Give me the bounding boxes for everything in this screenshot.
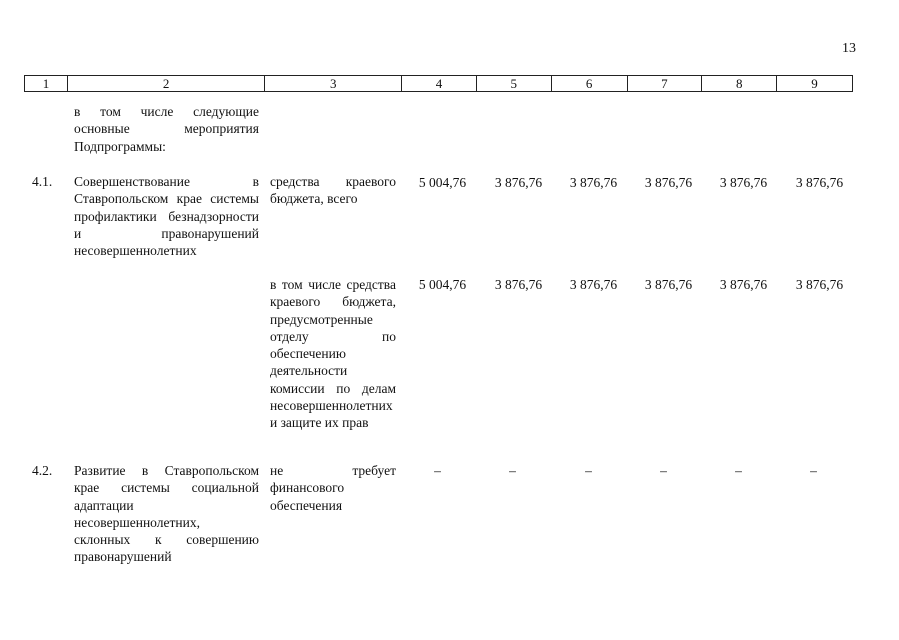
row-4-1-sub-col7: 3 876,76 bbox=[644, 277, 693, 292]
row-4-1-col5: 3 876,76 bbox=[494, 175, 543, 190]
col-header-7: 7 bbox=[628, 76, 703, 91]
row-4-1-number: 4.1. bbox=[32, 174, 53, 189]
col-header-1: 1 bbox=[25, 76, 68, 91]
row-intro-name: в том числе следующие основные мероприятия Подпрограммы: bbox=[74, 104, 259, 154]
row-4-1-source: средства краевого бюджета, всего bbox=[270, 174, 396, 207]
col-header-9: 9 bbox=[811, 76, 818, 91]
col-header-6: 6 bbox=[552, 76, 628, 91]
row-4-2-col8: – bbox=[735, 463, 742, 478]
col-header-8: 8 bbox=[702, 76, 777, 91]
col-header-2: 2 bbox=[68, 76, 266, 91]
row-4-1-col9: 3 876,76 bbox=[795, 175, 844, 190]
row-4-2-number: 4.2. bbox=[32, 463, 53, 478]
row-4-1-col8: 3 876,76 bbox=[719, 175, 768, 190]
row-4-1-sub-col6: 3 876,76 bbox=[569, 277, 618, 292]
row-4-2-name: Развитие в Ставропольском крае системы социальной адаптации несовершеннолетних, склонных к совершению правонарушений bbox=[74, 463, 259, 565]
row-4-2-col4: – bbox=[434, 463, 441, 478]
row-4-2-col9: – bbox=[810, 463, 817, 478]
row-4-1-sub-col9: 3 876,76 bbox=[795, 277, 844, 292]
row-4-2-source: не требует финансового обеспечения bbox=[270, 463, 396, 513]
row-4-1-sub-col4: 5 004,76 bbox=[418, 277, 467, 292]
col-header-4: 4 bbox=[402, 76, 477, 91]
row-4-1-sub-source: в том числе средства краевого бюджета, предусмотренные отделу по обеспечению деятельности комиссии по делам несовершеннолетних и защите их прав bbox=[270, 277, 396, 431]
row-4-1-col6: 3 876,76 bbox=[569, 175, 618, 190]
row-4-1-sub-col8: 3 876,76 bbox=[719, 277, 768, 292]
row-4-1-col4: 5 004,76 bbox=[418, 175, 467, 190]
row-4-1-col7: 3 876,76 bbox=[644, 175, 693, 190]
row-4-2-col5: – bbox=[509, 463, 516, 478]
row-4-1-sub-col5: 3 876,76 bbox=[494, 277, 543, 292]
row-4-2-col6: – bbox=[585, 463, 592, 478]
col-header-5: 5 bbox=[477, 76, 552, 91]
table-header bbox=[24, 75, 853, 92]
col-header-3: 3 bbox=[265, 76, 402, 91]
row-4-2-col7: – bbox=[660, 463, 667, 478]
row-4-1-name: Совершенствование в Ставропольском крае системы профилактики безнадзорности и правонарушений несовершеннолетних bbox=[74, 174, 259, 259]
page-number: 13 bbox=[842, 41, 856, 56]
